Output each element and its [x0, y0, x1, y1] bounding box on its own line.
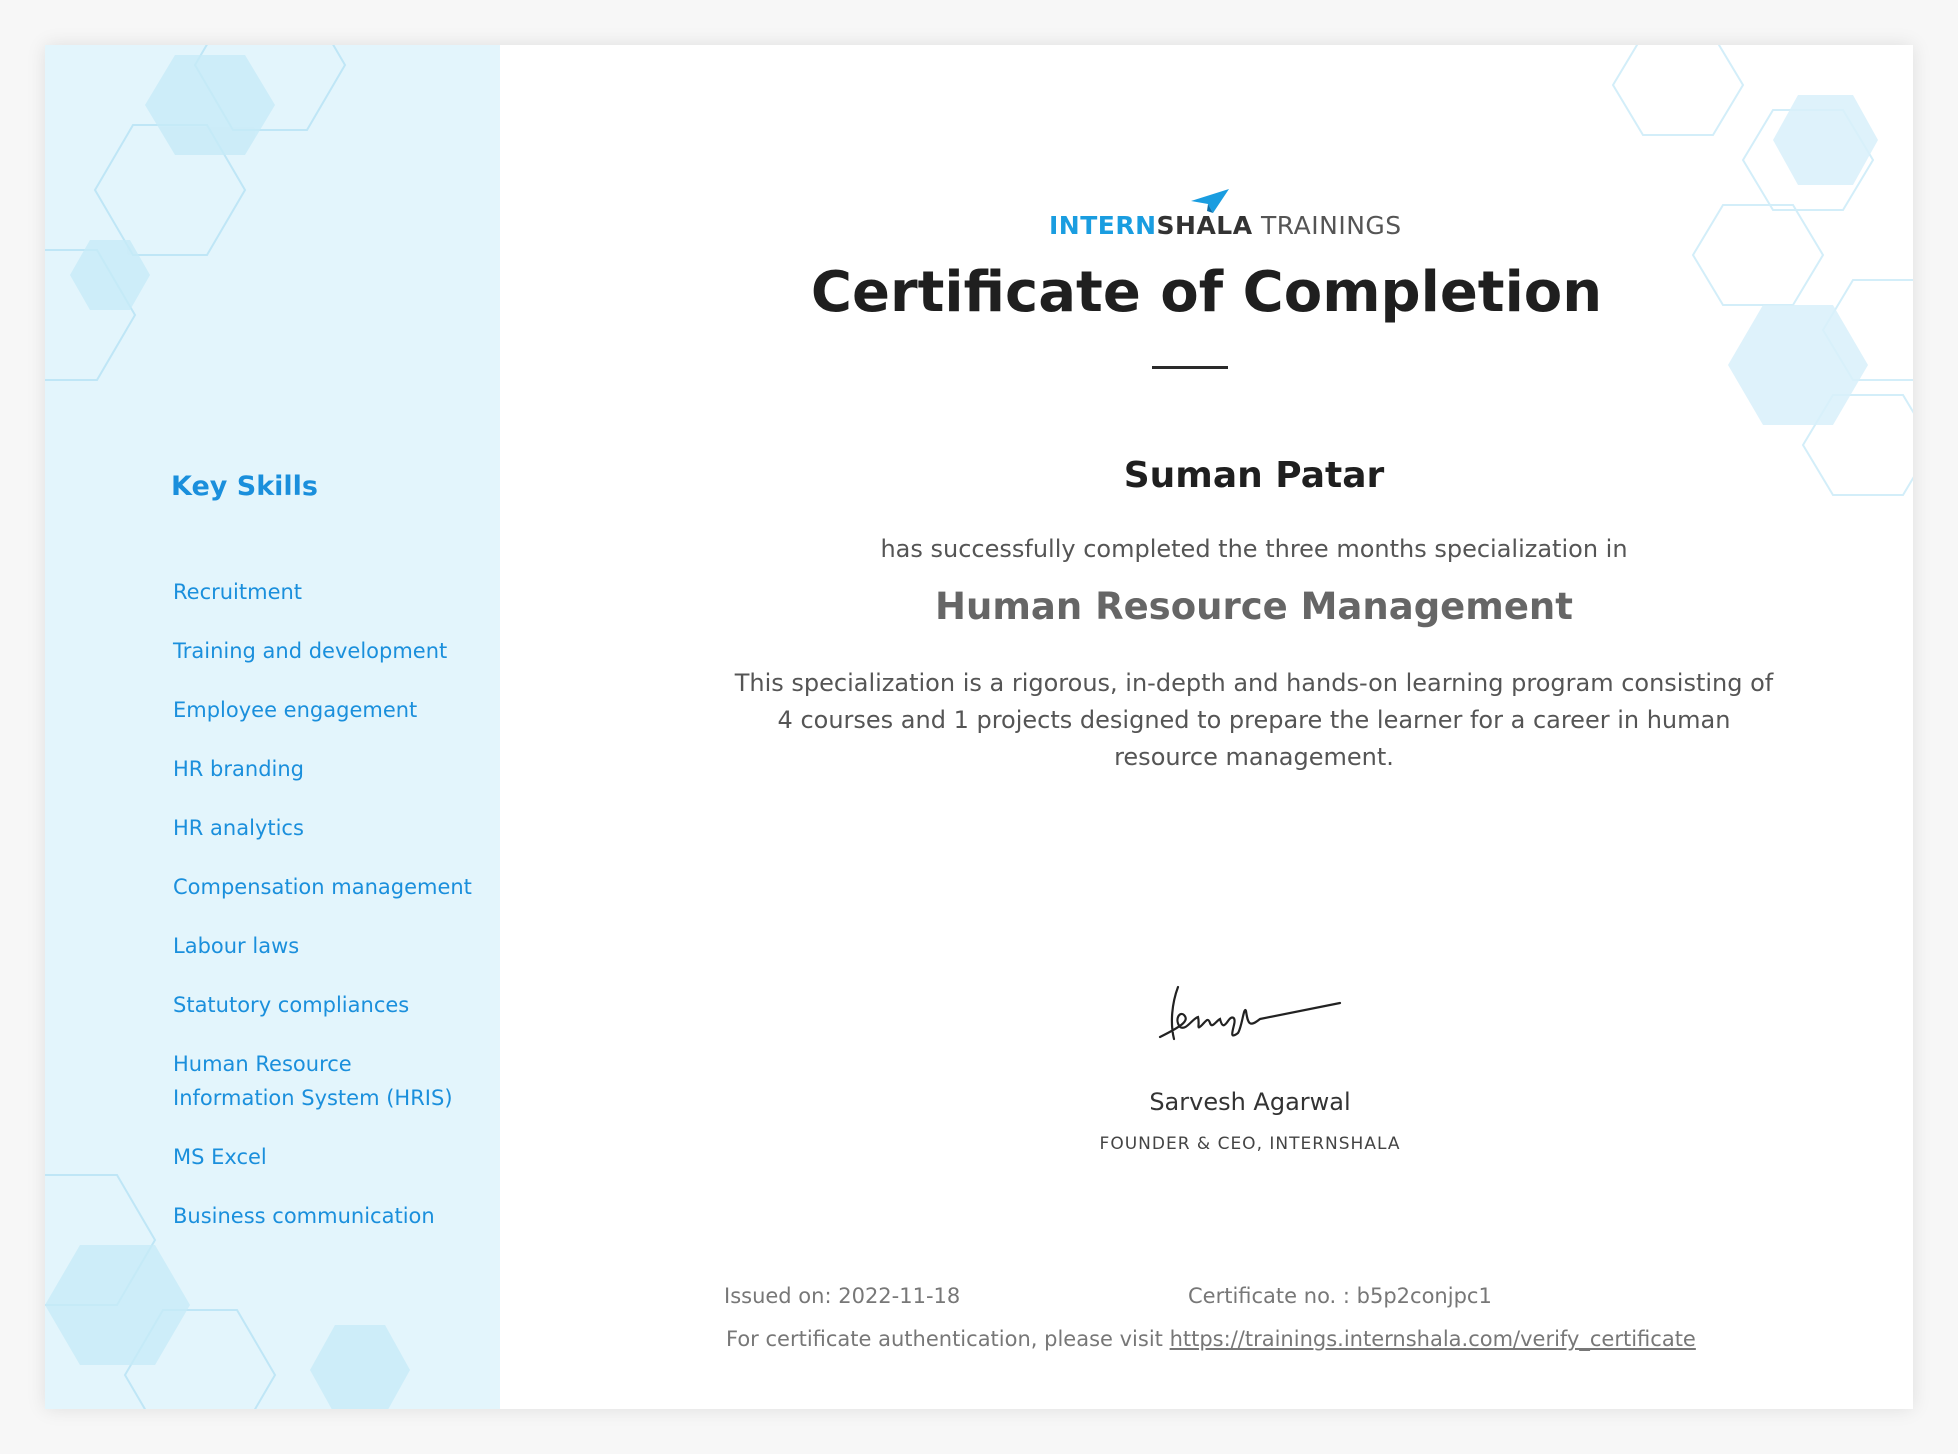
- skill-item: Employee engagement: [173, 698, 418, 722]
- course-description: This specialization is a rigorous, in-depth and hands-on learning program consisting of 4 courses and 1 projects designed to prepare the learner for a career in human resource management.: [734, 669, 1774, 771]
- certificate-title: Certificate of Completion: [810, 260, 1603, 325]
- signature-image: [1150, 975, 1350, 1055]
- completion-statement: has successfully completed the three months specialization in: [880, 535, 1628, 563]
- verification-note: [726, 1327, 1696, 1351]
- logo-text-trainings: TRAININGS: [1252, 211, 1402, 240]
- signatory-title: FOUNDER & CEO, INTERNSHALA: [1099, 1134, 1401, 1154]
- logo-text-intern: INTERN: [1049, 211, 1157, 240]
- signatory-name: Sarvesh Agarwal: [1149, 1088, 1351, 1116]
- skill-item: HR branding: [173, 757, 305, 781]
- key-skills-heading: Key Skills: [171, 471, 318, 502]
- skill-item: HR analytics: [173, 816, 304, 840]
- course-name: Human Resource Management: [935, 585, 1573, 628]
- certificate-number: Certificate no. : b5p2conjpc1: [1188, 1284, 1492, 1308]
- certificate: [45, 45, 1913, 1409]
- skill-item: Recruitment: [173, 580, 303, 604]
- skill-item: MS Excel: [173, 1145, 267, 1169]
- internshala-logo: [1049, 145, 1402, 245]
- skill-item: Statutory compliances: [173, 993, 410, 1017]
- recipient-name: Suman Patar: [1123, 455, 1385, 496]
- skill-item: Human Resource Information System (HRIS): [173, 1052, 453, 1110]
- skills-list: [173, 575, 473, 1258]
- title-divider: [1152, 366, 1228, 369]
- skill-item: Business communication: [173, 1204, 435, 1228]
- logo-text-shala: SHALA: [1156, 211, 1253, 240]
- issue-date: Issued on: 2022-11-18: [724, 1284, 961, 1308]
- skills-sidebar: [45, 45, 500, 1409]
- verify-certificate-link[interactable]: https://trainings.internshala.com/verify_certificate: [1169, 1327, 1696, 1351]
- skill-item: Training and development: [173, 639, 448, 663]
- skill-item: Compensation management: [173, 875, 472, 899]
- verification-text: For certificate authentication, please visit: [726, 1327, 1170, 1351]
- skill-item: Labour laws: [173, 934, 300, 958]
